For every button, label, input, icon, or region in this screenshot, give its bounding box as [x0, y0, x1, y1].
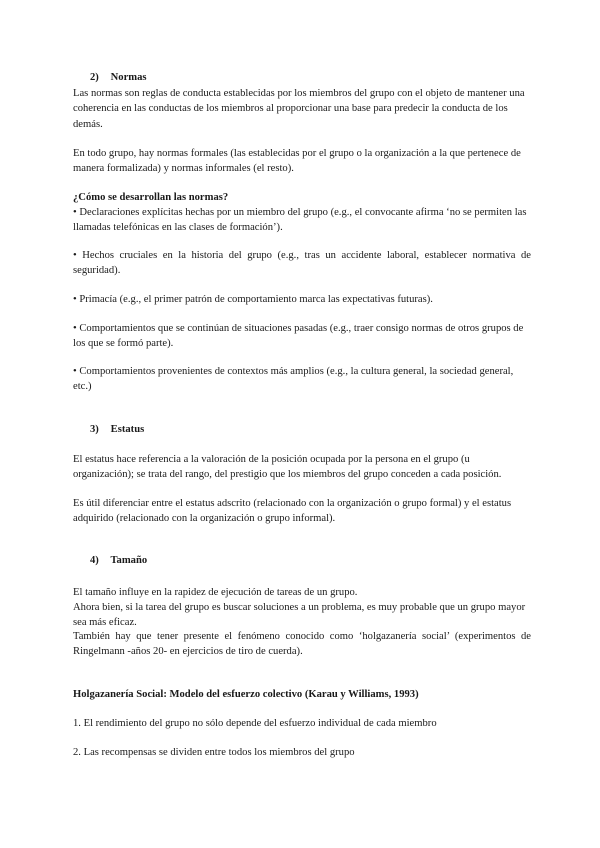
section-title: Tamaño	[110, 555, 148, 566]
section-number: 4)	[90, 555, 99, 566]
tamano-line-3: También hay que tener presente el fenómeno conocido como ‘holgazanería social’ (experimentos de Ringelmann -años 20- en ejercicios de tiro de cuerda).	[73, 631, 531, 658]
holgazaneria-item-1: 1. El rendimiento del grupo no sólo depende del esfuerzo individual de cada miembro	[73, 718, 437, 729]
normas-types: En todo grupo, hay normas formales (las establecidas por el grupo o la organización a la que pertenece de manera formalizada) y normas informales (el resto).	[73, 148, 521, 175]
tamano-line-1: El tamaño influye en la rapidez de ejecución de tareas de un grupo.	[73, 587, 358, 598]
normas-bullet-2: • Hechos cruciales en la historia del grupo (e.g., tras un accidente laboral, establecer normativa de seguridad).	[73, 250, 531, 277]
normas-definition: Las normas son reglas de conducta establecidas por los miembros del grupo con el objeto de mantener una coherencia en las conductas de los miembros al proporcionar una base para predecir la conducta de los demás.	[73, 88, 525, 130]
holgazaneria-item-2: 2. Las recompensas se dividen entre todos los miembros del grupo	[73, 747, 355, 758]
section-heading-tamano	[90, 555, 147, 566]
normas-bullet-4: • Comportamientos que se continúan de situaciones pasadas (e.g., traer consigo normas de otros grupos de los que se formó parte).	[73, 323, 524, 350]
section-number: 3)	[90, 424, 99, 435]
tamano-line-2: Ahora bien, si la tarea del grupo es buscar soluciones a un problema, es muy probable que un grupo mayor sea más eficaz.	[73, 602, 526, 629]
estatus-types: Es útil diferenciar entre el estatus adscrito (relacionado con la organización o grupo formal) y el estatus adquirido (relacionado con la organización o grupo informal).	[73, 498, 512, 525]
normas-bullet-1: • Declaraciones explícitas hechas por un miembro del grupo (e.g., el convocante afirma ‘no se permiten las llamadas telefónicas en las clases de formación’).	[73, 207, 527, 234]
section-heading-normas	[90, 72, 147, 83]
section-title: Estatus	[110, 424, 145, 435]
normas-question: ¿Cómo se desarrollan las normas?	[73, 192, 229, 203]
normas-bullet-5: • Comportamientos provenientes de contextos más amplios (e.g., la cultura general, la sociedad general, etc.)	[73, 366, 514, 393]
holgazaneria-heading: Holgazanería Social: Modelo del esfuerzo colectivo (Karau y Williams, 1993)	[73, 689, 419, 700]
section-title: Normas	[110, 72, 147, 83]
normas-bullet-3: • Primacía (e.g., el primer patrón de comportamiento marca las expectativas futuras).	[73, 294, 433, 305]
section-heading-estatus	[90, 424, 144, 435]
estatus-definition: El estatus hace referencia a la valoración de la posición ocupada por la persona en el grupo (u organización); se trata del rango, del prestigio que los miembros del grupo conceden a cada posición.	[73, 454, 502, 481]
section-number: 2)	[90, 72, 99, 83]
